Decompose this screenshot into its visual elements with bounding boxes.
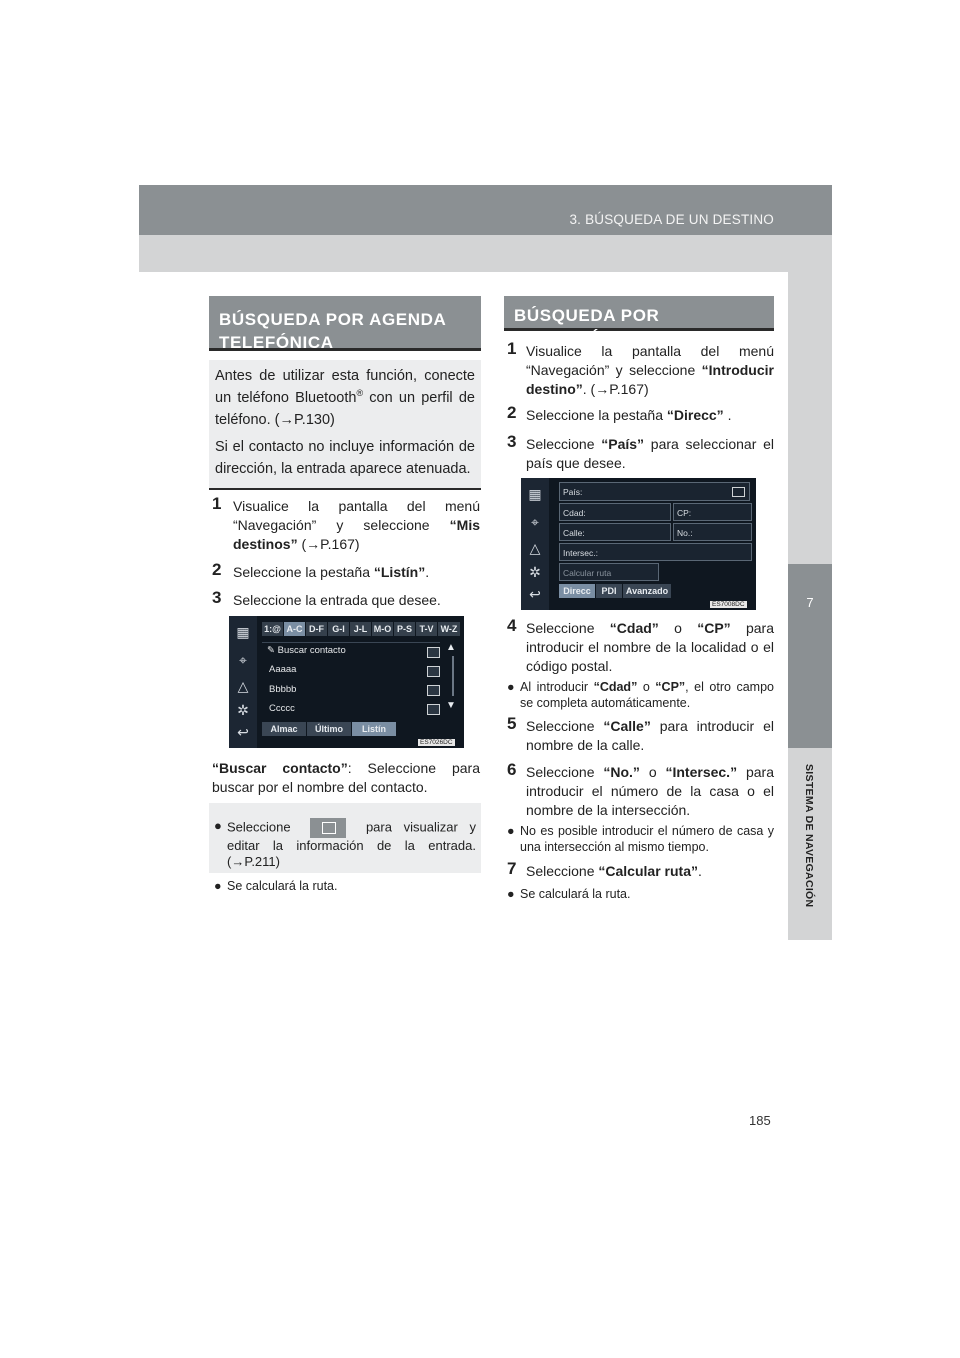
side-tab-chapter-block [788, 564, 832, 748]
back-icon: ↩ [237, 724, 249, 740]
intro-box [209, 360, 481, 490]
note-edit: ● Seleccione para visualizar y editar la información de la entrada. (→P.211) [214, 818, 476, 869]
step-6-right: 6 Seleccione “No.” o “Intersec.” para introducir el número de la casa o el nombre de la intersección. [507, 760, 774, 818]
field-cp: CP: [673, 503, 752, 521]
contact-row-3: Ccccc [269, 703, 295, 714]
bullet-route-left: ● Se calculará la ruta. [214, 879, 338, 893]
step-4-right: 4 Seleccione “Cdad” o “CP” para introducir el nombre de la localidad o el código postal. [507, 616, 774, 674]
buscar-contacto-row: ✎ Buscar contacto [267, 645, 346, 656]
bullet-icon: ● [214, 818, 222, 833]
bullet-icon: ● [507, 887, 515, 901]
bullet-step-7: ● Se calculará la ruta. [507, 887, 631, 901]
tab-1-at: 1:@ [262, 622, 283, 636]
tab-g-i: G-I [328, 622, 349, 636]
section-title: 3. BÚSQUEDA DE UN DESTINO [569, 212, 774, 227]
tab-pdi: PDI [596, 584, 622, 598]
address-screen-image [521, 478, 756, 610]
bullet-icon: ● [507, 824, 515, 838]
step-3-right: 3 Seleccione “País” para seleccionar el país que desee. [507, 432, 774, 471]
destination-icon: ⌖ [531, 514, 539, 530]
scroll-down-icon: ▼ [446, 700, 456, 711]
bullet-icon: ● [214, 879, 222, 893]
contact-row-2: Bbbbb [269, 684, 297, 695]
tab-p-s: P-S [394, 622, 415, 636]
tab-t-v: T-V [416, 622, 437, 636]
map-icon: ▦ [528, 486, 542, 502]
edit-icon [427, 666, 440, 677]
tab-j-l: J-L [350, 622, 371, 636]
screen-sidebar [521, 478, 549, 610]
settings-icon: ✲ [529, 564, 541, 580]
bullet-step-6: ● No es posible introducir el número de casa y una intersección al mismo tiempo. [507, 824, 774, 854]
tab-avanzado: Avanzado [623, 584, 671, 598]
field-calle: Calle: [559, 523, 671, 541]
field-cdad: Cdad: [559, 503, 671, 521]
contacts-screen-image [229, 616, 464, 748]
step-1-left: 1 Visualice la pantalla del menú “Navegación” y seleccione “Mis destinos” (→P.167) [212, 494, 480, 552]
edit-button-icon [310, 818, 346, 838]
header-band [139, 185, 832, 235]
intro-paragraph-2: Si el contacto no incluye información de dirección, la entrada aparece atenuada. [215, 439, 475, 477]
field-intersec: Intersec.: [559, 543, 752, 561]
screen-sidebar [229, 616, 257, 748]
edit-icon [732, 487, 745, 497]
contact-row-1: Aaaaa [269, 664, 297, 675]
buscar-contacto-desc: “Buscar contacto”: Seleccione para buscar por el nombre del contacto. [212, 760, 480, 795]
tab-direcc: Direcc [559, 584, 595, 598]
traffic-icon: △ [529, 540, 541, 556]
field-no: No.: [673, 523, 752, 541]
chapter-number: 7 [806, 595, 814, 610]
step-5-right: 5 Seleccione “Calle” para introducir el nombre de la calle. [507, 714, 774, 753]
chapter-title: SISTEMA DE NAVEGACIÓN [803, 764, 815, 908]
bullet-icon: ● [507, 680, 515, 694]
traffic-icon: △ [237, 678, 249, 694]
image-code: ES7026DC [420, 739, 453, 746]
button-calcular-ruta: Calcular ruta [559, 563, 659, 581]
step-2-left: 2 Seleccione la pestaña “Listín”. [212, 560, 430, 580]
edit-icon [427, 647, 440, 658]
tab-listin: Listín [352, 722, 396, 736]
step-3-left: 3 Seleccione la entrada que desee. [212, 588, 441, 608]
header-subband [139, 235, 832, 272]
scrollbar [452, 656, 454, 696]
step-7-right: 7 Seleccione “Calcular ruta”. [507, 859, 702, 879]
edit-icon [427, 685, 440, 696]
bullet-step-4: ● Al introducir “Cdad” o “CP”, el otro campo se completa automáticamente. [507, 680, 774, 710]
section-heading-agenda: BÚSQUEDA POR AGENDA TELEFÓNICA [209, 296, 481, 351]
intro-paragraph-1: Antes de utilizar esta función, conecte un teléfono Bluetooth® con un perfil de teléfono. (→P.130) [215, 368, 475, 428]
back-icon: ↩ [529, 586, 541, 602]
tab-d-f: D-F [306, 622, 327, 636]
tab-almac: Almac [262, 722, 306, 736]
section-heading-direccion: BÚSQUEDA POR DIRECCIÓN [504, 296, 774, 331]
tab-ultimo: Último [307, 722, 351, 736]
chapter-title-vertical [803, 764, 819, 934]
settings-icon: ✲ [237, 702, 249, 718]
edit-icon [427, 704, 440, 715]
field-pais: País: [559, 482, 750, 501]
step-1-right: 1 Visualice la pantalla del menú “Navegación” y seleccione “Introducir destino”. (→P.167) [507, 339, 774, 397]
map-icon: ▦ [236, 624, 250, 640]
scroll-up-icon: ▲ [446, 642, 456, 653]
tab-a-c: A-C [284, 622, 305, 636]
tab-m-o: M-O [373, 624, 392, 634]
step-2-right: 2 Seleccione la pestaña “Direcc” . [507, 403, 732, 423]
page-number: 185 [749, 1113, 771, 1128]
destination-icon: ⌖ [239, 652, 247, 668]
image-code: ES7008DC [712, 601, 745, 608]
tab-w-z: W-Z [438, 622, 460, 636]
